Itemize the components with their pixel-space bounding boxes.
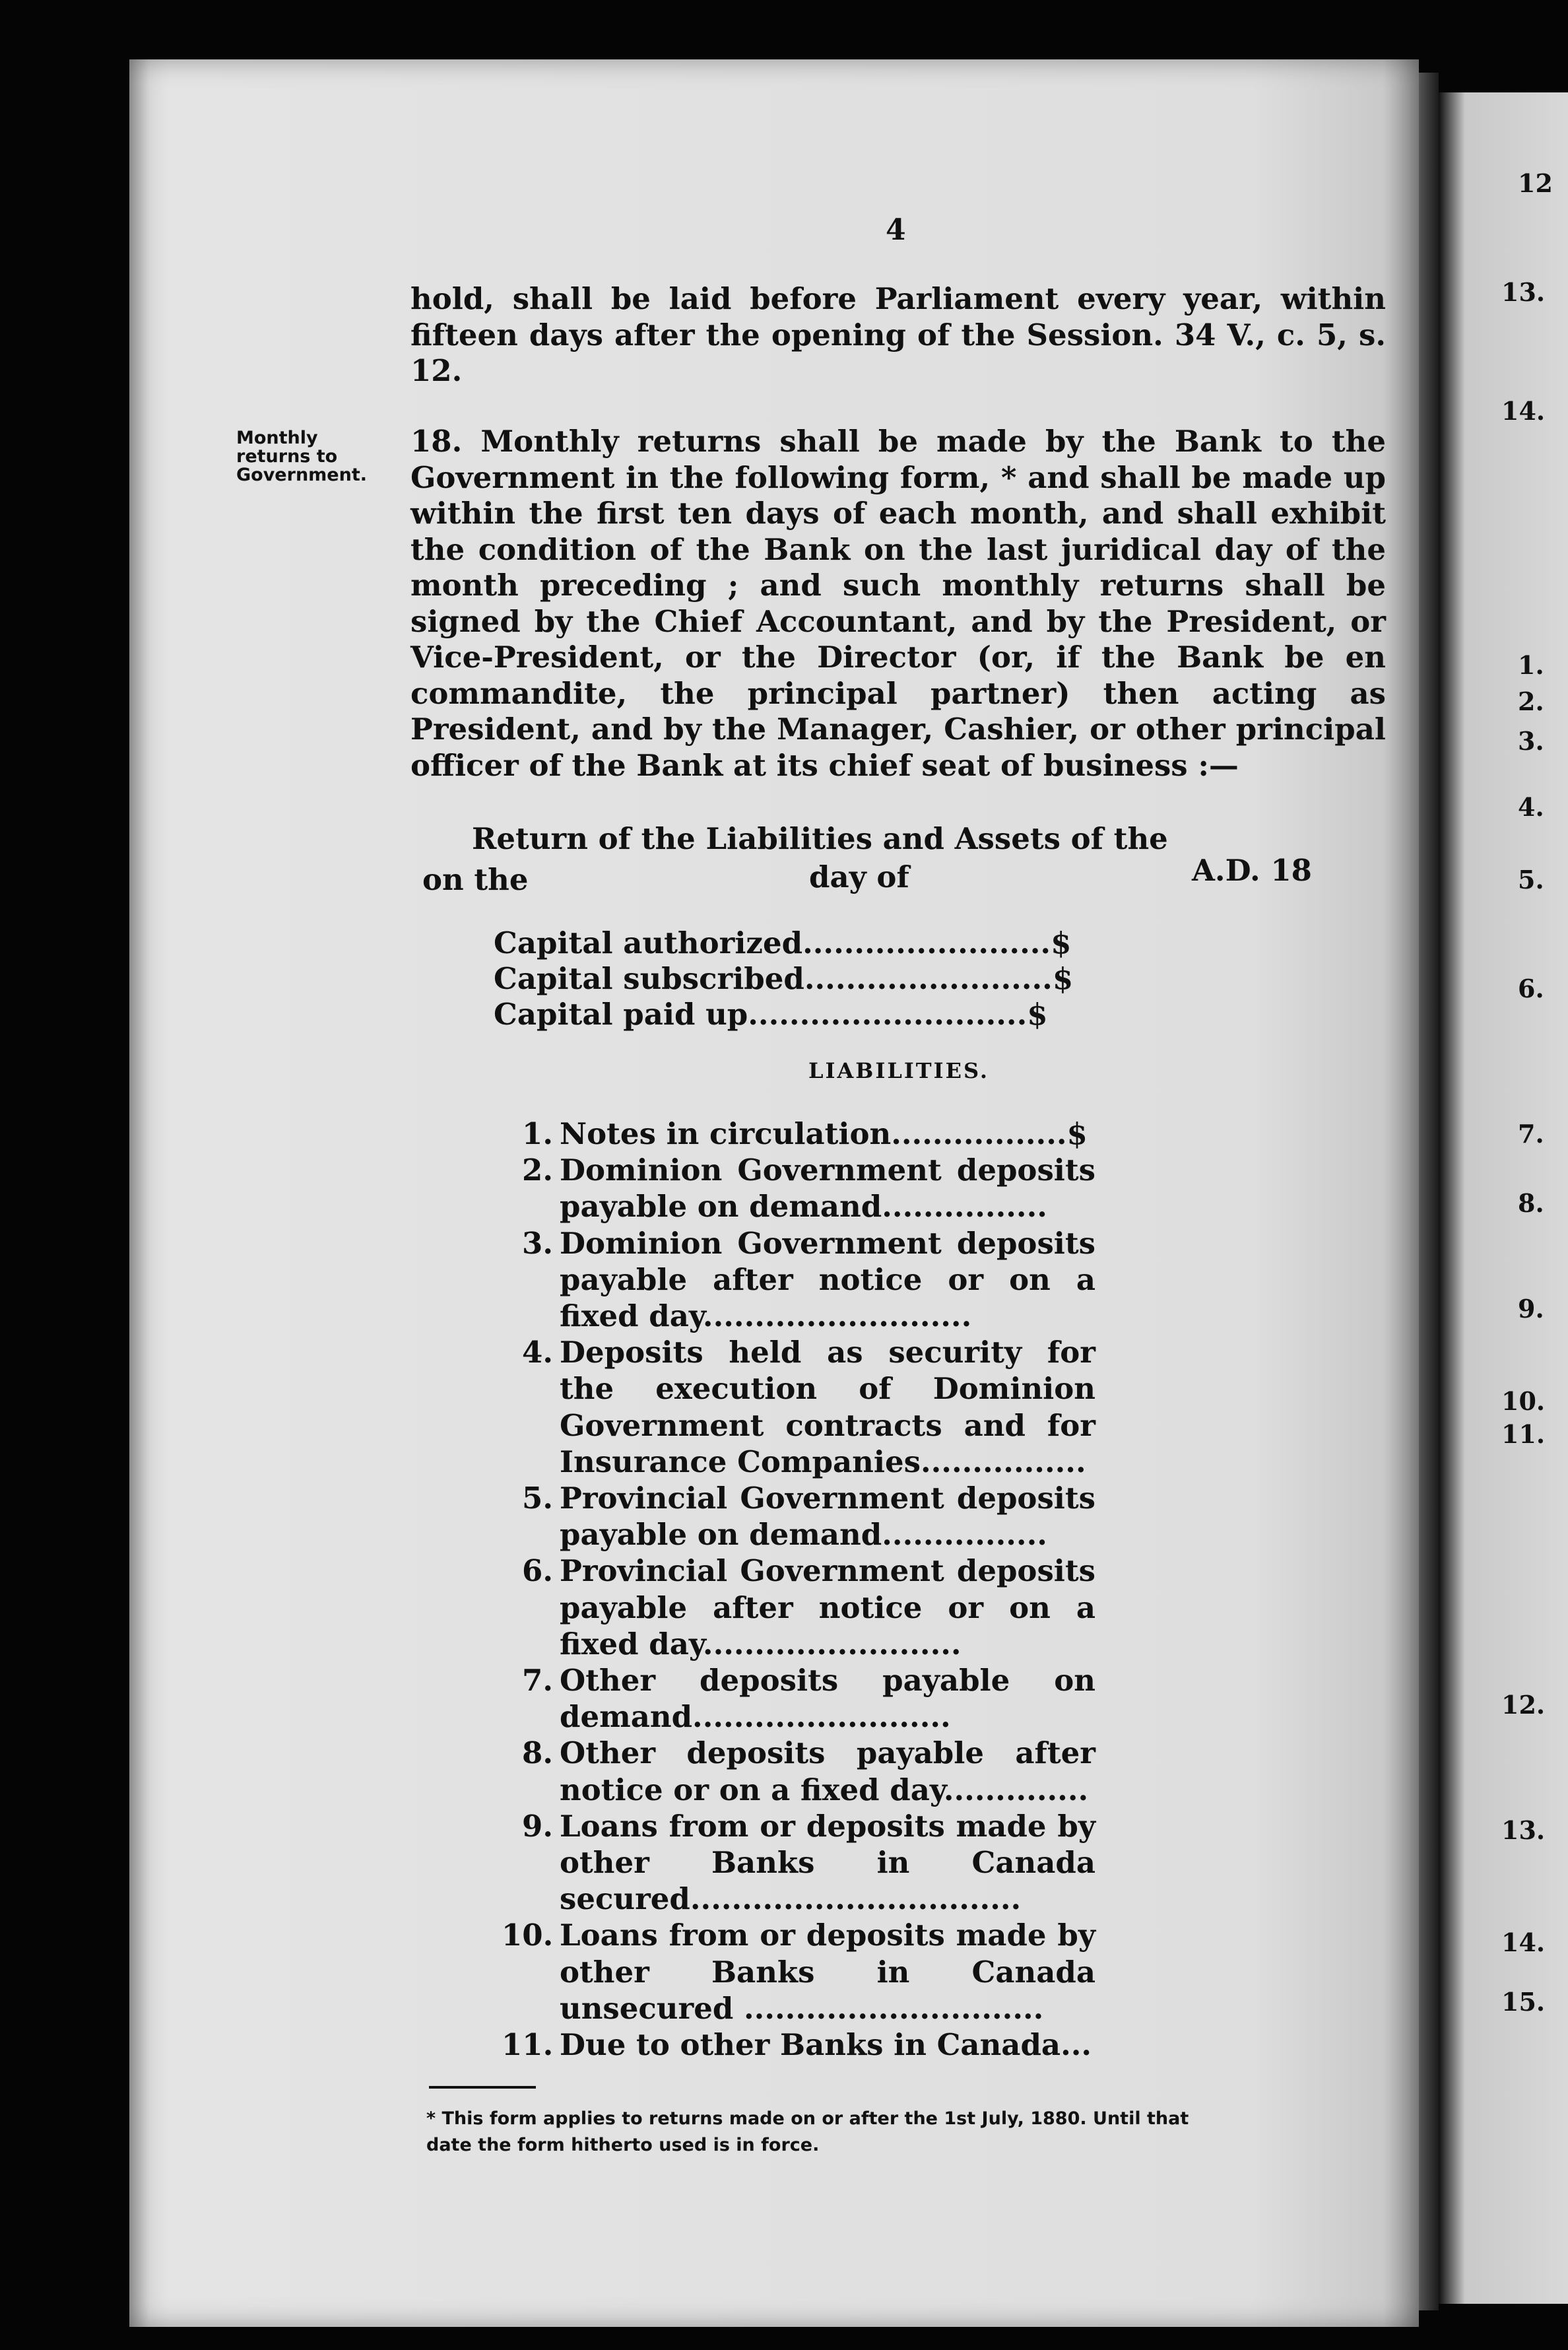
facing-page-number: 5. — [1518, 865, 1544, 894]
liability-number: 11. — [502, 2027, 554, 2063]
liability-number: 3. — [522, 1225, 553, 1261]
facing-page-number: 6. — [1518, 974, 1544, 1003]
facing-page-number: 12. — [1501, 1690, 1546, 1720]
liability-number: 8. — [522, 1735, 553, 1771]
facing-page-number: 14. — [1501, 1928, 1546, 1957]
facing-page-edge — [1439, 92, 1568, 2304]
liability-item — [502, 1480, 1095, 1553]
liability-item — [502, 1808, 1095, 1918]
liabilities-list — [502, 1116, 1095, 2063]
liability-text: Provincial Government deposits payable on demand................ — [560, 1481, 1095, 1553]
section-number: 18. — [410, 424, 463, 459]
return-day-of: day of — [809, 859, 909, 894]
facing-page-number: 2. — [1518, 687, 1544, 716]
liability-item — [502, 2027, 1095, 2063]
liability-number: 1. — [522, 1116, 553, 1151]
liability-item — [502, 1225, 1095, 1335]
capital-paid-up: Capital paid up...........................$ — [494, 997, 1048, 1032]
facing-page-number: 14. — [1501, 396, 1546, 426]
liability-item — [502, 1116, 1095, 1152]
liability-item — [502, 1735, 1095, 1807]
facing-page-number: 4. — [1518, 792, 1544, 822]
facing-page-number: 10. — [1501, 1386, 1546, 1416]
page-gutter-shadow — [1419, 73, 1439, 2310]
liabilities-heading: LIABILITIES. — [808, 1058, 990, 1083]
liability-number: 6. — [522, 1553, 553, 1589]
liability-number: 7. — [522, 1663, 553, 1698]
facing-page-number: 13. — [1501, 1815, 1546, 1845]
return-title-line: Return of the Liabilities and Assets of the — [472, 821, 1168, 856]
footnote-line-2: date the form hitherto used is in force. — [426, 2135, 820, 2155]
facing-page-number: 12 — [1518, 168, 1553, 198]
facing-page-number: 8. — [1518, 1188, 1544, 1218]
facing-page-number: 15. — [1501, 1987, 1546, 2017]
liability-text: Provincial Government deposits payable after notice or on a fixed day......................... — [560, 1553, 1095, 1662]
return-ad-year: A.D. 18 — [1192, 853, 1312, 888]
margin-note-line: returns to — [236, 446, 338, 467]
footnote-line-1: * This form applies to returns made on or after the 1st July, 1880. Until that — [426, 2108, 1189, 2129]
liability-number: 9. — [522, 1808, 553, 1844]
liability-text: Loans from or deposits made by other Banks in Canada secured................................ — [560, 1808, 1095, 1917]
liability-text: Dominion Government deposits payable after notice or on a fixed day.......................... — [560, 1225, 1095, 1334]
section-text: Monthly returns shall be made by the Bank to the Government in the following form, * and shall be made up within the first ten days of each month, and shall exhibit the condition of the Bank on the last juridical day of the month preceding ; and such monthly returns shall be signed by the Chief Accountant, and by the President, or Vice-President, or the Director (or, if the Bank be en commandite, the principal partner) then acting as President, and by the Manager, Cashier, or other principal officer of the Bank at its chief seat of business :— — [410, 424, 1386, 783]
facing-page-number: 1. — [1518, 650, 1544, 680]
liability-text: Loans from or deposits made by other Banks in Canada unsecured ............................. — [560, 1918, 1095, 2026]
liability-number: 5. — [522, 1481, 553, 1516]
capital-subscribed: Capital subscribed........................$ — [494, 961, 1074, 996]
margin-note-line: Monthly — [236, 428, 318, 448]
liability-item — [502, 1334, 1095, 1480]
liability-item — [502, 1917, 1095, 2027]
liability-text: Due to other Banks in Canada... — [560, 2027, 1092, 2063]
intro-paragraph: hold, shall be laid before Parliament every year, within fifteen days after the opening of the Session. 34 V., c. 5, s. 12. — [410, 281, 1386, 388]
capital-authorized: Capital authorized........................$ — [494, 925, 1072, 960]
facing-page-number: 13. — [1501, 277, 1546, 307]
liability-number: 4. — [522, 1335, 553, 1370]
liability-text: Dominion Government deposits payable on demand................ — [560, 1153, 1095, 1225]
facing-page-number: 9. — [1518, 1294, 1544, 1324]
margin-note-line: Government. — [236, 465, 367, 485]
liability-text: Deposits held as security for the execution of Dominion Government contracts and for Insurance Companies................ — [560, 1335, 1095, 1479]
liability-number: 2. — [522, 1153, 553, 1188]
liability-text: Notes in circulation.................$ — [560, 1116, 1088, 1151]
liability-item — [502, 1152, 1095, 1225]
facing-page-number: 11. — [1501, 1419, 1546, 1449]
liability-item — [502, 1662, 1095, 1735]
facing-page-number: 7. — [1518, 1119, 1544, 1149]
footnote-rule — [429, 2086, 536, 2089]
section-18-paragraph — [410, 424, 1386, 784]
liability-text: Other deposits payable after notice or on a fixed day.............. — [560, 1735, 1095, 1807]
footnote — [426, 2106, 1390, 2159]
liability-number: 10. — [502, 1918, 554, 1953]
return-on-the: on the — [422, 862, 529, 897]
liability-item — [502, 1553, 1095, 1662]
margin-note — [236, 429, 401, 485]
liability-text: Other deposits payable on demand......................... — [560, 1663, 1095, 1735]
page-number: 4 — [886, 213, 906, 247]
facing-page-number: 3. — [1518, 726, 1544, 756]
